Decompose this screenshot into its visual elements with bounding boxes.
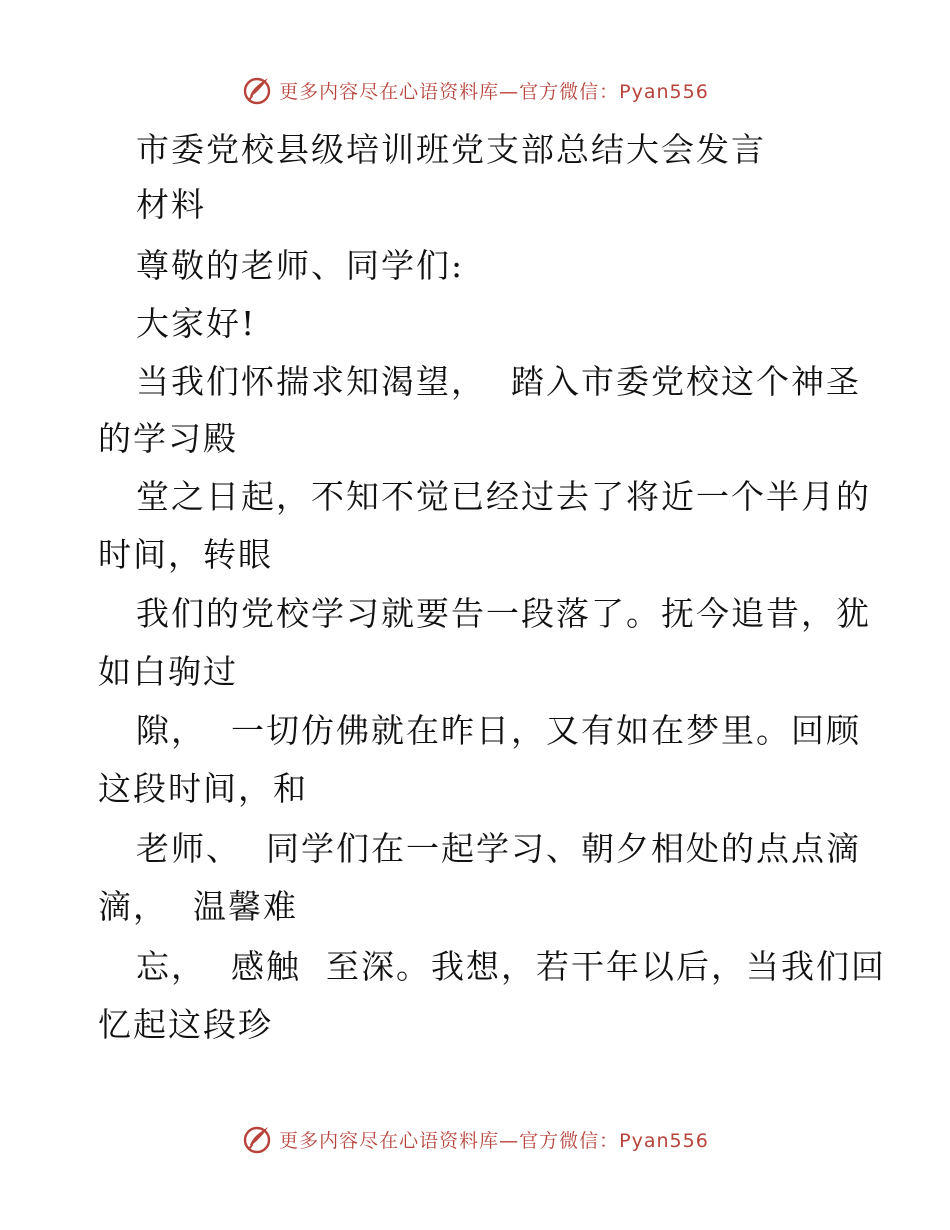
quill-seal-logo-icon [241,74,273,106]
quill-seal-logo-icon [241,1123,273,1155]
watermark-text: 更多内容尽在心语资料库—官方微信：Pyan556 [279,1129,709,1152]
title-line-2: 材料 [136,185,206,224]
paragraph-line: 如白驹过 [98,652,238,691]
paragraph-line: 忆起这段珍 [98,1005,273,1044]
paragraph-line: 的学习殿 [98,419,238,458]
paragraph-line: 时间，转眼 [98,535,273,574]
paragraph-line: 我们的党校学习就要告一段落了。抚今追昔，犹 [136,594,871,633]
title-line-1: 市委党校县级培训班党支部总结大会发言 [136,130,766,169]
watermark-text: 更多内容尽在心语资料库—官方微信：Pyan556 [279,80,709,103]
greeting: 大家好! [136,304,257,343]
paragraph-line: 忘， 感触 至深。我想，若干年以后，当我们回 [136,947,886,986]
paragraph-line: 隙， 一切仿佛就在昨日，又有如在梦里。回顾 [136,711,861,750]
paragraph-line: 这段时间，和 [98,769,308,808]
header-watermark [0,70,950,110]
paragraph-line: 老师、 同学们在一起学习、朝夕相处的点点滴 [136,829,861,868]
paragraph-line: 滴， 温馨难 [98,887,298,926]
salutation: 尊敬的老师、同学们: [136,246,465,285]
footer-watermark [0,1119,950,1159]
paragraph-line: 堂之日起，不知不觉已经过去了将近一个半月的 [136,477,871,516]
paragraph-line: 当我们怀揣求知渴望， 踏入市委党校这个神圣 [136,362,861,401]
